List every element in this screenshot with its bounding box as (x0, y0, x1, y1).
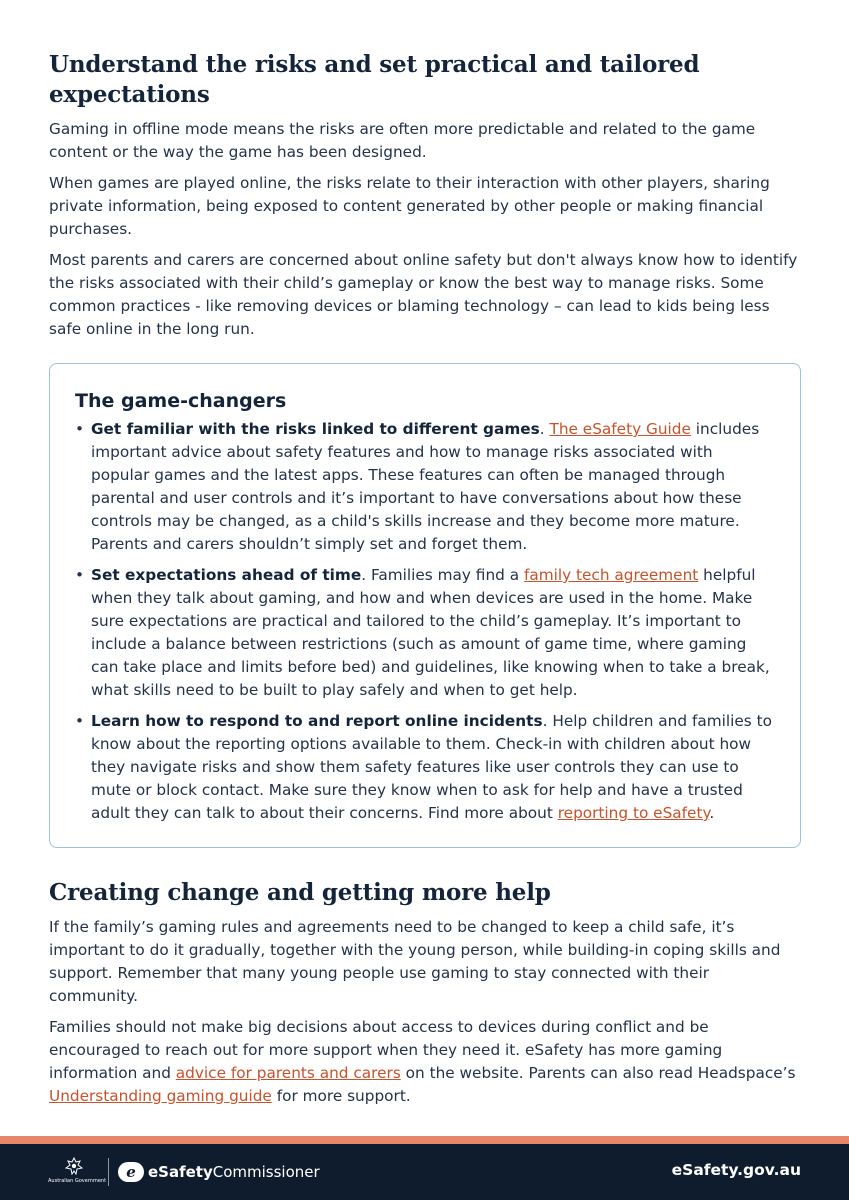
main-content (49, 50, 801, 1116)
item-bold: Learn how to respond to and report online incidents (91, 712, 543, 730)
paragraph-change: If the family’s gaming rules and agreements need to be changed to keep a child safe, it’s important to do it gradually, together with the young person, while building-in coping skills and support. Remember that many young people use gaming to stay connected with their community. (49, 918, 781, 1005)
website-link[interactable]: eSafety.gov.au (671, 1161, 801, 1179)
advice-for-parents-link[interactable]: advice for parents and carers (175, 1064, 401, 1082)
item-text: . Families may find a (361, 566, 524, 584)
footer-divider (108, 1158, 109, 1186)
esafety-logo-icon: e (118, 1162, 144, 1182)
gov-label: Australian Government (48, 1178, 107, 1184)
australian-government-crest-icon (48, 1156, 107, 1188)
crest-shape (62, 1156, 86, 1178)
item-text: . (709, 804, 715, 822)
paragraph-offline: Gaming in offline mode means the risks are often more predictable and related to the game content or the way the game has been designed. (49, 120, 756, 161)
list-item (91, 564, 774, 702)
section-heading-risks: Understand the risks and set practical and tailored expectations (49, 51, 700, 108)
paragraph-parents: Most parents and carers are concerned about online safety but don't always know how to identify the risks associated with their child’s gameplay or know the best way to manage risks. Some common practices - like removing devices or blaming technology – can lead to kids being less safe online in the long run. (49, 251, 798, 338)
list-item (91, 710, 774, 825)
section-heading-change: Creating change and getting more help (49, 879, 551, 906)
family-tech-agreement-link[interactable]: family tech agreement (523, 566, 699, 584)
item-text: . (539, 420, 550, 438)
footer-accent-stripe (0, 1136, 849, 1144)
list-item (91, 418, 774, 556)
box-heading: The game-changers (75, 390, 287, 412)
item-text: includes important advice about safety features and how to manage risks associated with popular games and the latest apps. These features can often be managed through parental and user controls and it’s important to have conversations about how these controls may be changed, as a child's skills increase and they become more mature. Parents and carers shouldn’t simply set and forget them. (91, 420, 760, 553)
understanding-gaming-guide-link[interactable]: Understanding gaming guide (49, 1087, 272, 1105)
item-bold: Set expectations ahead of time (91, 566, 362, 584)
paragraph-text: for more support. (271, 1087, 411, 1105)
game-changers-box (49, 363, 801, 848)
esafety-commissioner-logo[interactable] (118, 1159, 320, 1185)
brand-name-light: Commissioner (212, 1163, 320, 1181)
esafety-guide-link[interactable]: The eSafety Guide (549, 420, 691, 438)
item-text: . Help children and families to know about the reporting options available to them. Check-in with children about how they navigate risks and show them safety features like user controls they can use to mute or block contact. Make sure they know when to ask for help and have a trusted adult they can talk to about their concerns. Find more about (91, 712, 772, 822)
item-bold: Get familiar with the risks linked to different games (91, 420, 540, 438)
brand-name-strong: eSafety (148, 1163, 213, 1181)
paragraph-support (49, 1016, 801, 1108)
reporting-to-esafety-link[interactable]: reporting to eSafety (557, 804, 710, 822)
item-text: helpful when they talk about gaming, and how and when devices are used in the home. Make sure expectations are practical and tailored to the child’s gameplay. It’s important to include a balance between restrictions (such as amount of game time, where gaming can take place and limits before bed) and guidelines, like knowing when to take a break, what skills need to be built to play safely and when to get help. (91, 566, 770, 699)
paragraph-text: on the website. Parents can also read Headspace’s (400, 1064, 796, 1082)
game-changers-list (75, 418, 774, 825)
footer (0, 1144, 849, 1200)
paragraph-text: Families should not make big decisions about access to devices during conflict and be encouraged to reach out for more support when they need it. eSafety has more gaming information and (49, 1018, 723, 1082)
paragraph-online: When games are played online, the risks relate to their interaction with other players, sharing private information, being exposed to content generated by other people or making financial purchases. (49, 174, 770, 238)
